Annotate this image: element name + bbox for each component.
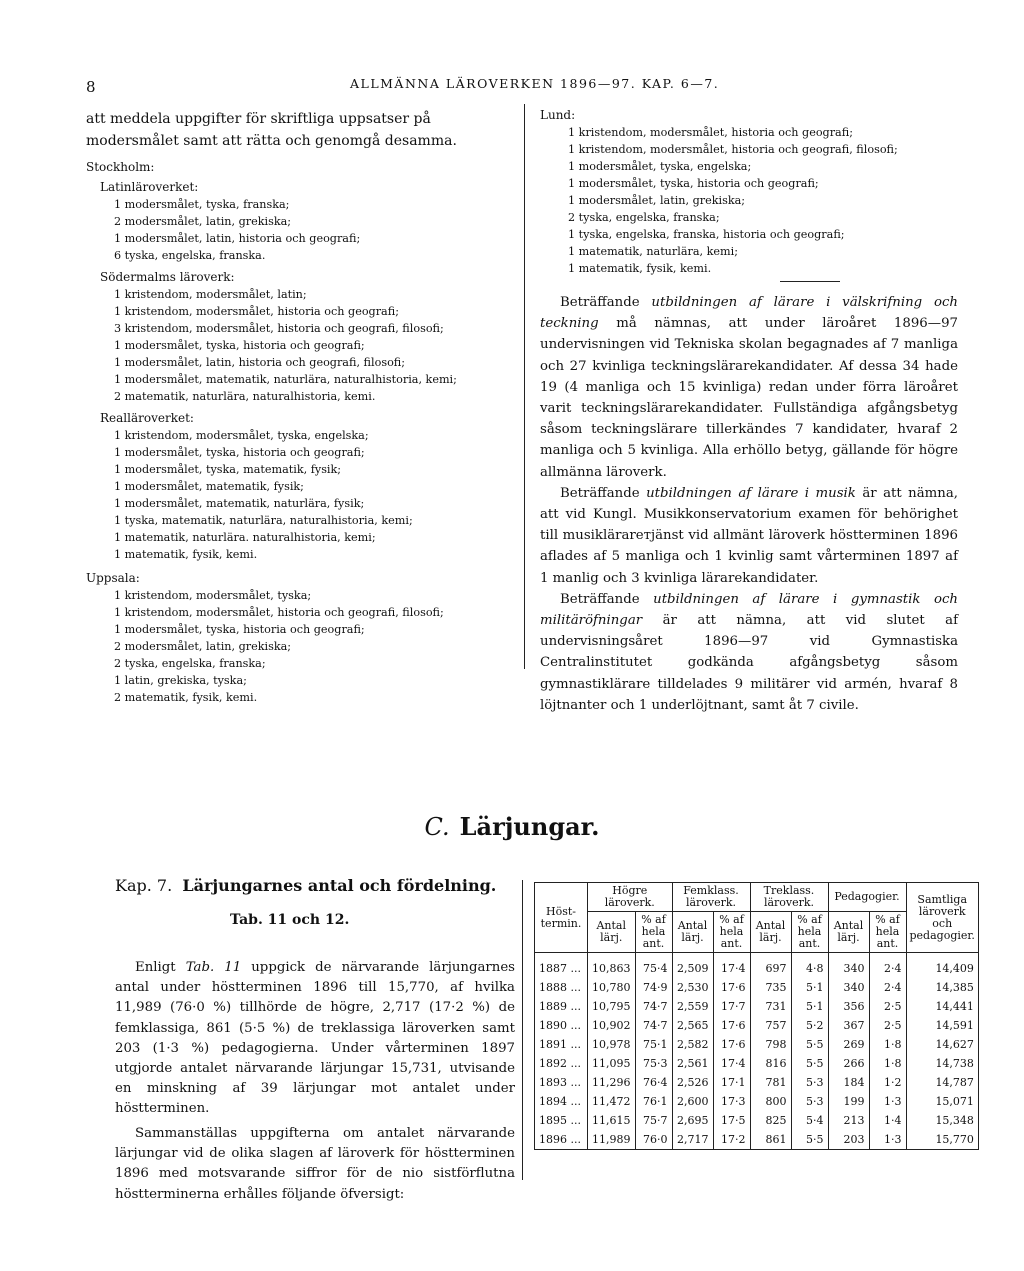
value-cell: 356 — [828, 997, 869, 1016]
header-pedagogier: Pedagogier. — [828, 883, 906, 912]
value-cell: 1·4 — [869, 1111, 906, 1130]
paragraph-gymnastics: Beträffande utbildningen af lärare i gymnastik och militäröfningar är att nämna, att vid slutet af undervisningsåret 1896—97 vid Gymnastiska Centralinstitutet godkända afgångsbetyg såsom gymnastiklärare tilldelades 9 militärer vid armén, hvaraf 8 löjtnanter och 1 underlöjtnant, samt åt 7 civile. — [540, 591, 958, 713]
term-cell: 1893 ... — [535, 1073, 588, 1092]
header-treklass: Treklass. läroverk. — [750, 883, 828, 912]
real-list — [86, 427, 516, 563]
value-cell: 5·3 — [791, 1092, 828, 1111]
table-row — [535, 978, 979, 997]
value-cell: 10,795 — [588, 997, 636, 1016]
enrollment-table — [534, 882, 979, 1150]
value-cell: 1·3 — [869, 1130, 906, 1150]
value-cell: 4·8 — [791, 953, 828, 979]
latin-list — [86, 196, 516, 264]
list-item: 1 kristendom, modersmålet, historia och geografi, filosofi; — [114, 606, 444, 619]
list-item: 1 matematik, naturlära. naturalhistoria, kemi; — [114, 531, 376, 544]
value-cell: 340 — [828, 953, 869, 979]
value-cell: 697 — [750, 953, 791, 979]
value-cell: 10,902 — [588, 1016, 636, 1035]
value-cell: 10,780 — [588, 978, 636, 997]
value-cell: 74·7 — [635, 997, 672, 1016]
sub-antal: Antal lärj. — [588, 912, 636, 953]
value-cell: 17·7 — [713, 997, 750, 1016]
list-item: 1 kristendom, modersmålet, historia och geografi; — [114, 305, 399, 318]
value-cell: 15,071 — [906, 1092, 978, 1111]
value-cell: 11,989 — [588, 1130, 636, 1150]
sodermalm-list — [86, 286, 516, 405]
list-item: 1 kristendom, modersmålet, tyska; — [114, 589, 312, 602]
value-cell: 76·1 — [635, 1092, 672, 1111]
running-title: ALLMÄNNA LÄROVERKEN 1896—97. KAP. 6—7. — [350, 76, 720, 91]
value-cell: 11,095 — [588, 1054, 636, 1073]
value-cell: 213 — [828, 1111, 869, 1130]
value-cell: 731 — [750, 997, 791, 1016]
value-cell: 5·5 — [791, 1035, 828, 1054]
list-item: 2 tyska, engelska, franska; — [114, 657, 266, 670]
value-cell: 75·1 — [635, 1035, 672, 1054]
body-paragraph-2: Sammanställas uppgifterna om antalet närvarande lärjungar vid de olika slagen af läroverk för höstterminen 1896 med motsvarande siffror för de nio sistförflutna höstterminerna erhålles följande öfversigt: — [115, 1126, 515, 1202]
list-item: 1 modersmålet, tyska, franska; — [114, 198, 290, 211]
school-sodermalm: Södermalms läroverk: — [100, 270, 235, 284]
paragraph-drawing: Beträffande utbildningen af lärare i välskrifning och teckning må nämnas, att under läroåret 1896—97 undervisningen vid Tekniska skolan begagnades af 7 manliga och 27 kvinliga teckningslärarekandidater. Af dessa 34 hade 19 (4 manliga och 15 kvinliga) redan under förra läroåret varit teckningslärarekandidater. Fullständiga afgångsbetyg såsom teckningslärare tillerkändes 7 kandidater, hvaraf 2 manliga och 5 kvinliga. Alla erhöllo betyg, gällande för högre allmänna läroverk. — [540, 295, 958, 480]
left-column — [86, 108, 516, 706]
sub-pct: % af hela ant. — [713, 912, 750, 953]
value-cell: 800 — [750, 1092, 791, 1111]
list-item: 1 latin, grekiska, tyska; — [114, 674, 247, 687]
list-item: 1 modersmålet, tyska, engelska; — [568, 160, 752, 173]
term-cell: 1887 ... — [535, 953, 588, 979]
value-cell: 14,627 — [906, 1035, 978, 1054]
term-cell: 1890 ... — [535, 1016, 588, 1035]
intro-text: att meddela uppgifter för skriftliga uppsatser på modersmålet samt att rätta och genomgå desamma. — [86, 111, 457, 149]
table-body — [535, 953, 979, 1150]
list-item: 1 matematik, fysik, kemi. — [568, 262, 712, 275]
value-cell: 11,472 — [588, 1092, 636, 1111]
sub-antal: Antal lärj. — [672, 912, 713, 953]
value-cell: 5·5 — [791, 1054, 828, 1073]
value-cell: 798 — [750, 1035, 791, 1054]
value-cell: 2,559 — [672, 997, 713, 1016]
value-cell: 340 — [828, 978, 869, 997]
list-item: 1 tyska, engelska, franska, historia och geografi; — [568, 228, 845, 241]
city-stockholm: Stockholm: — [86, 160, 155, 174]
right-column — [540, 108, 958, 716]
value-cell: 17·3 — [713, 1092, 750, 1111]
value-cell: 1·8 — [869, 1054, 906, 1073]
value-cell: 2,509 — [672, 953, 713, 979]
list-item: 1 kristendom, modersmålet, historia och geografi, filosofi; — [568, 143, 898, 156]
list-item: 2 modersmålet, latin, grekiska; — [114, 215, 292, 228]
list-item: 2 matematik, naturlära, naturalhistoria, kemi. — [114, 390, 376, 403]
value-cell: 10,863 — [588, 953, 636, 979]
list-item: 1 modersmålet, latin, historia och geografi, filosofi; — [114, 356, 406, 369]
value-cell: 861 — [750, 1130, 791, 1150]
value-cell: 11,296 — [588, 1073, 636, 1092]
value-cell: 74·9 — [635, 978, 672, 997]
value-cell: 75·7 — [635, 1111, 672, 1130]
school-latin: Latinläroverket: — [100, 180, 199, 194]
term-cell: 1894 ... — [535, 1092, 588, 1111]
chapter-title: Lärjungarnes antal och fördelning. — [182, 876, 497, 895]
term-cell: 1892 ... — [535, 1054, 588, 1073]
value-cell: 15,348 — [906, 1111, 978, 1130]
value-cell: 5·1 — [791, 997, 828, 1016]
value-cell: 266 — [828, 1054, 869, 1073]
list-item: 1 matematik, fysik, kemi. — [114, 548, 258, 561]
value-cell: 11,615 — [588, 1111, 636, 1130]
value-cell: 17·2 — [713, 1130, 750, 1150]
sub-pct: % af hela ant. — [635, 912, 672, 953]
body-paragraph-1: Enligt Tab. 11 uppgick de närvarande lärjungarnes antal under höstterminen 1896 till 15,770, af hvilka 11,989 (76·0 %) tillhörde de högre, 2,717 (17·2 %) de femklassiga, 861 (5·5 %) de treklassiga läroverken samt 203 (1·3 %) pedagogierna. Under vårterminen 1897 utgjorde antalet närvarande lärjungar 15,731, utvisande en minskning af 39 lärjungar mot antalet under höstterminen. — [115, 960, 516, 1117]
list-item: 3 kristendom, modersmålet, historia och geografi, filosofi; — [114, 322, 444, 335]
chapter-heading — [115, 876, 496, 895]
lund-list — [540, 124, 958, 277]
value-cell: 2·5 — [869, 1016, 906, 1035]
list-item: 2 matematik, fysik, kemi. — [114, 691, 258, 704]
value-cell: 17·6 — [713, 1035, 750, 1054]
value-cell: 17·5 — [713, 1111, 750, 1130]
table-row — [535, 1035, 979, 1054]
value-cell: 2,717 — [672, 1130, 713, 1150]
list-item: 1 tyska, matematik, naturlära, naturalhistoria, kemi; — [114, 514, 413, 527]
chapter-label: Kap. 7. — [115, 876, 173, 895]
value-cell: 2,582 — [672, 1035, 713, 1054]
short-divider — [780, 281, 840, 282]
value-cell: 17·6 — [713, 978, 750, 997]
value-cell: 75·4 — [635, 953, 672, 979]
value-cell: 2,695 — [672, 1111, 713, 1130]
term-cell: 1896 ... — [535, 1130, 588, 1150]
section-letter: C. — [424, 813, 450, 841]
term-cell: 1889 ... — [535, 997, 588, 1016]
value-cell: 816 — [750, 1054, 791, 1073]
value-cell: 2·5 — [869, 997, 906, 1016]
section-title: Lärjungar. — [459, 812, 600, 841]
list-item: 1 kristendom, modersmålet, latin; — [114, 288, 307, 301]
list-item: 1 modersmålet, tyska, historia och geografi; — [114, 339, 365, 352]
list-item: 1 kristendom, modersmålet, tyska, engelska; — [114, 429, 369, 442]
table-row — [535, 1016, 979, 1035]
value-cell: 735 — [750, 978, 791, 997]
value-cell: 17·1 — [713, 1073, 750, 1092]
table-row — [535, 1073, 979, 1092]
sub-antal: Antal lärj. — [750, 912, 791, 953]
value-cell: 1·3 — [869, 1092, 906, 1111]
term-cell: 1895 ... — [535, 1111, 588, 1130]
list-item: 1 modersmålet, latin, historia och geografi; — [114, 232, 361, 245]
list-item: 1 modersmålet, matematik, fysik; — [114, 480, 304, 493]
value-cell: 5·2 — [791, 1016, 828, 1035]
list-item: 1 matematik, naturlära, kemi; — [568, 245, 738, 258]
header-femklass: Femklass. läroverk. — [672, 883, 750, 912]
paragraph-music: Beträffande utbildningen af lärare i musik är att nämna, att vid Kungl. Musikkonservatorium examen för behörighet till musiklärarетjänst vid allmänt läroverk höstterminen 1896 aflades af 5 manliga och 1 kvinlig samt vårterminen 1897 af 1 manlig och 3 kvinliga lärarekandidater. — [540, 485, 958, 586]
value-cell: 2,561 — [672, 1054, 713, 1073]
sub-antal: Antal lärj. — [828, 912, 869, 953]
value-cell: 2·4 — [869, 953, 906, 979]
value-cell: 17·4 — [713, 1054, 750, 1073]
value-cell: 17·4 — [713, 953, 750, 979]
city-uppsala: Uppsala: — [86, 571, 140, 585]
table-row — [535, 997, 979, 1016]
list-item: 1 modersmålet, matematik, naturlära, naturalhistoria, kemi; — [114, 373, 457, 386]
list-item: 1 kristendom, modersmålet, historia och geografi; — [568, 126, 853, 139]
list-item: 1 modersmålet, tyska, historia och geografi; — [568, 177, 819, 190]
list-item: 1 modersmålet, tyska, historia och geografi; — [114, 623, 365, 636]
value-cell: 76·0 — [635, 1130, 672, 1150]
term-cell: 1891 ... — [535, 1035, 588, 1054]
header-total: Samtliga läroverk och pedagogier. — [906, 883, 978, 953]
value-cell: 757 — [750, 1016, 791, 1035]
list-item: 2 tyska, engelska, franska; — [568, 211, 720, 224]
value-cell: 2,526 — [672, 1073, 713, 1092]
table-row — [535, 1054, 979, 1073]
value-cell: 1·8 — [869, 1035, 906, 1054]
table-reference: Tab. 11 och 12. — [230, 912, 350, 928]
value-cell: 14,591 — [906, 1016, 978, 1035]
value-cell: 2,600 — [672, 1092, 713, 1111]
term-cell: 1888 ... — [535, 978, 588, 997]
table-row — [535, 1092, 979, 1111]
value-cell: 14,787 — [906, 1073, 978, 1092]
value-cell: 76·4 — [635, 1073, 672, 1092]
value-cell: 75·3 — [635, 1054, 672, 1073]
value-cell: 5·1 — [791, 978, 828, 997]
value-cell: 2·4 — [869, 978, 906, 997]
value-cell: 1·2 — [869, 1073, 906, 1092]
uppsala-list — [86, 587, 516, 706]
value-cell: 5·3 — [791, 1073, 828, 1092]
value-cell: 2,530 — [672, 978, 713, 997]
value-cell: 74·7 — [635, 1016, 672, 1035]
value-cell: 825 — [750, 1111, 791, 1130]
school-real: Realläroverket: — [100, 411, 194, 425]
value-cell: 15,770 — [906, 1130, 978, 1150]
value-cell: 14,385 — [906, 978, 978, 997]
value-cell: 14,738 — [906, 1054, 978, 1073]
list-item: 1 modersmålet, tyska, matematik, fysik; — [114, 463, 342, 476]
value-cell: 5·4 — [791, 1111, 828, 1130]
sub-pct: % af hela ant. — [869, 912, 906, 953]
value-cell: 199 — [828, 1092, 869, 1111]
value-cell: 269 — [828, 1035, 869, 1054]
value-cell: 14,409 — [906, 953, 978, 979]
value-cell: 781 — [750, 1073, 791, 1092]
section-heading — [0, 812, 1024, 841]
table-row — [535, 953, 979, 979]
value-cell: 17·6 — [713, 1016, 750, 1035]
sub-pct: % af hela ant. — [791, 912, 828, 953]
table-row — [535, 1111, 979, 1130]
value-cell: 10,978 — [588, 1035, 636, 1054]
value-cell: 367 — [828, 1016, 869, 1035]
page-number: 8 — [86, 78, 96, 96]
value-cell: 14,441 — [906, 997, 978, 1016]
value-cell: 203 — [828, 1130, 869, 1150]
list-item: 6 tyska, engelska, franska. — [114, 249, 266, 262]
list-item: 1 modersmålet, matematik, naturlära, fysik; — [114, 497, 365, 510]
column-divider-lower — [522, 880, 523, 1180]
header-hogre: Högre läroverk. — [588, 883, 673, 912]
city-lund: Lund: — [540, 108, 576, 122]
list-item: 1 modersmålet, tyska, historia och geografi; — [114, 446, 365, 459]
value-cell: 2,565 — [672, 1016, 713, 1035]
table-row — [535, 1130, 979, 1150]
column-divider — [524, 104, 525, 669]
value-cell: 184 — [828, 1073, 869, 1092]
list-item: 2 modersmålet, latin, grekiska; — [114, 640, 292, 653]
list-item: 1 modersmålet, latin, grekiska; — [568, 194, 746, 207]
value-cell: 5·5 — [791, 1130, 828, 1150]
header-term: Höst-termin. — [535, 883, 588, 953]
